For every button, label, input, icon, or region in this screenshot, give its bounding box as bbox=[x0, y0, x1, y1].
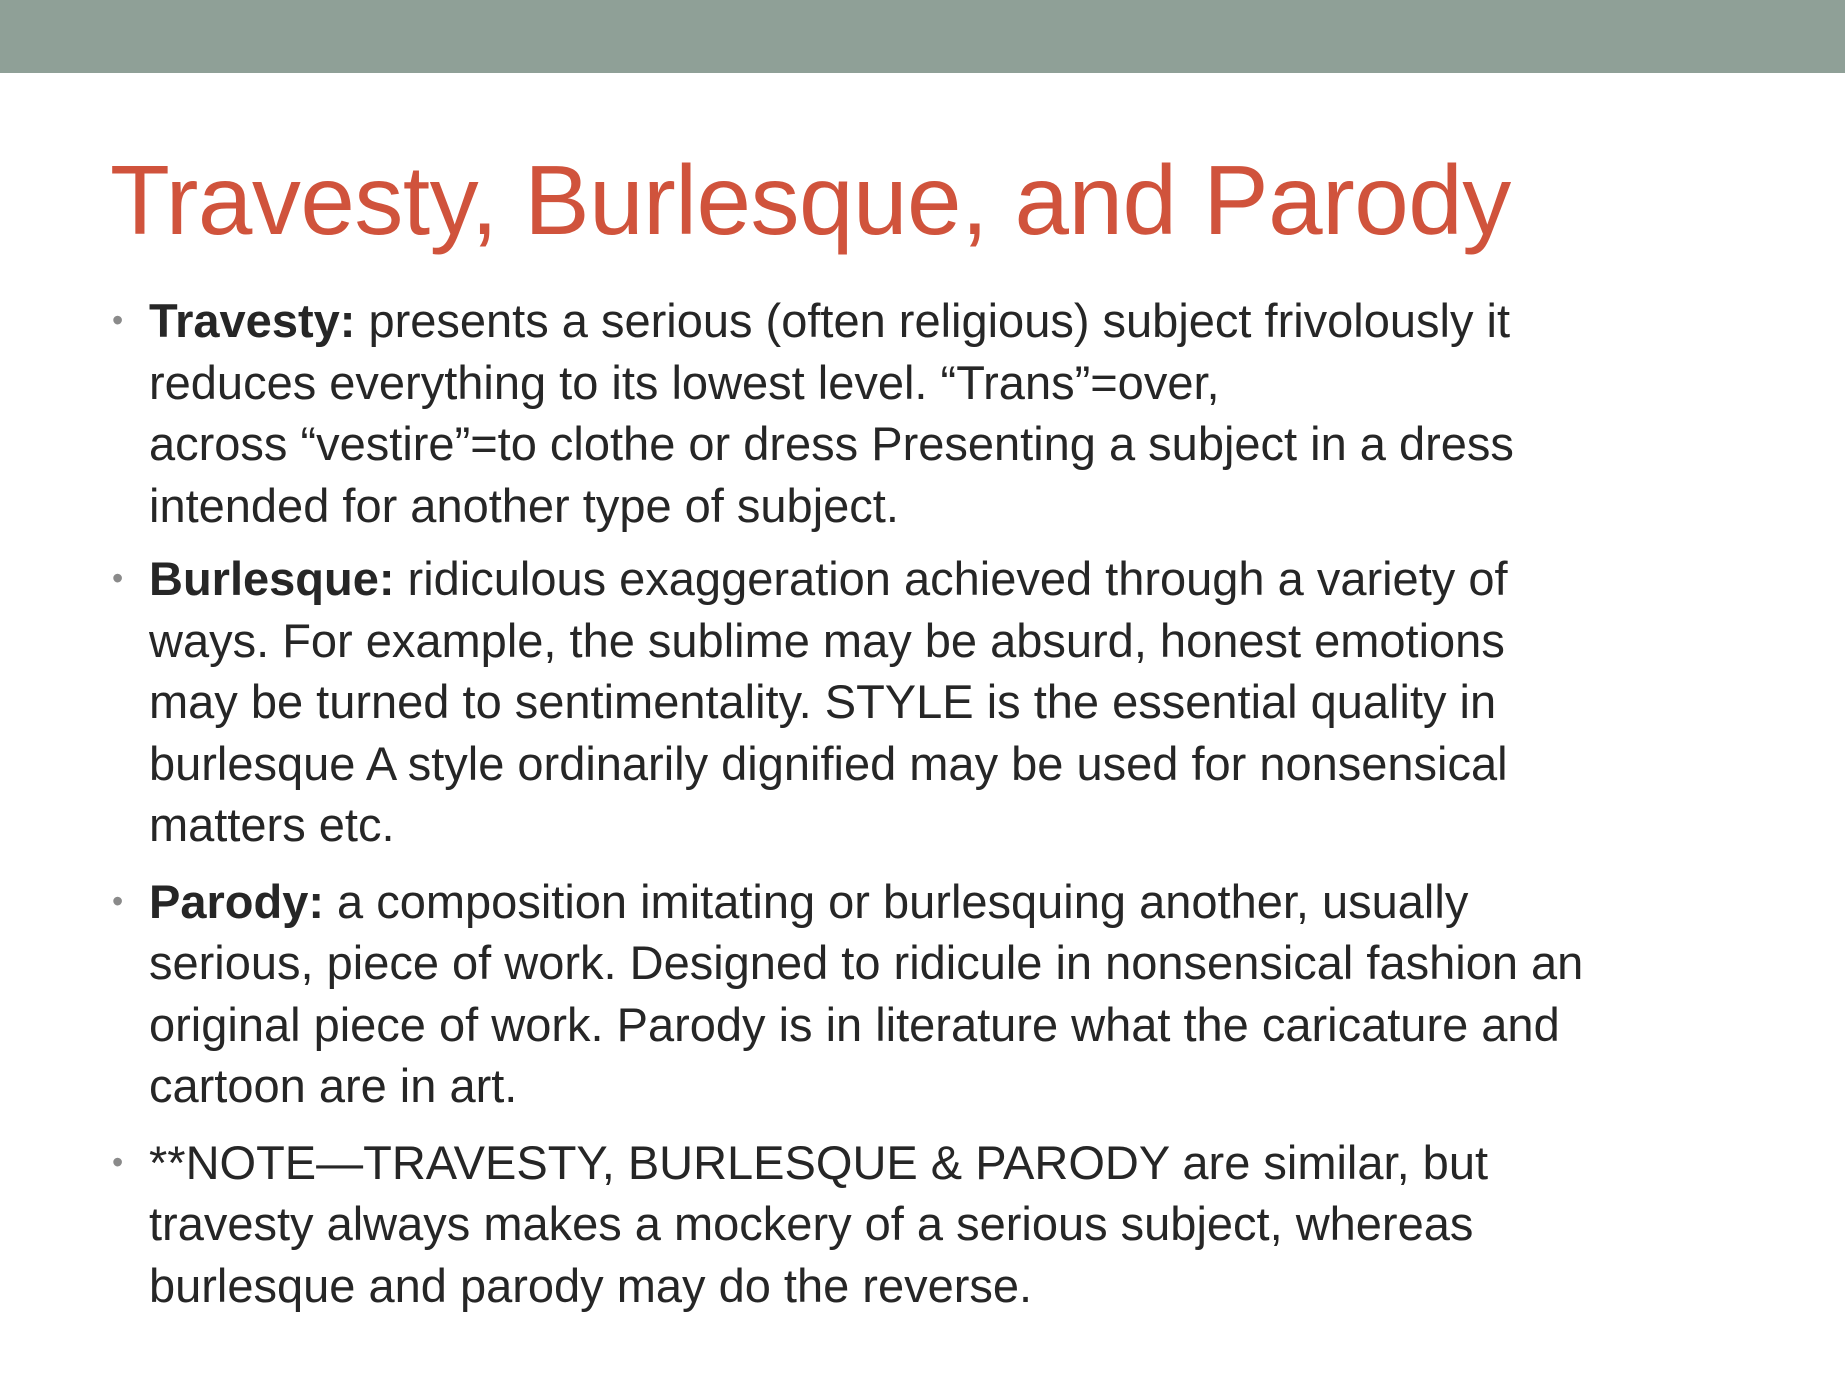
bullet-line: ways. For example, the sublime may be absurd, honest emotions bbox=[149, 613, 1505, 667]
bullet-dot-icon: • bbox=[112, 882, 124, 919]
bullet-term: Burlesque: bbox=[149, 552, 395, 605]
bullet-text: presents a serious (often religious) subject frivolously it bbox=[355, 294, 1511, 347]
bullet-line: cartoon are in art. bbox=[149, 1059, 518, 1112]
bullet-line: across “vestire”=to clothe or dress Presenting a subject in a dress bbox=[149, 417, 1514, 470]
bullet-line: burlesque and parody may do the reverse. bbox=[149, 1258, 1033, 1312]
bullet-line bbox=[149, 290, 1812, 352]
bullet-term: Parody: bbox=[149, 874, 324, 928]
bullet-text: ridiculous exaggeration achieved through a variety of bbox=[394, 552, 1508, 605]
bullet-text: a composition imitating or burlesquing another, usually bbox=[324, 874, 1469, 928]
bullet-parody bbox=[112, 871, 1812, 1117]
bullet-dot-icon: • bbox=[112, 302, 124, 338]
bullet-line: original piece of work. Parody is in literature what the caricature and bbox=[149, 997, 1560, 1051]
bullet-line: matters etc. bbox=[149, 798, 395, 851]
bullet-line: burlesque A style ordinarily dignified may be used for nonsensical bbox=[149, 736, 1508, 790]
bullet-line: serious, piece of work. Designed to ridicule in nonsensical fashion an bbox=[149, 936, 1584, 989]
bullet-dot-icon: • bbox=[112, 1143, 124, 1180]
bullet-travesty bbox=[112, 290, 1812, 536]
bullet-burlesque bbox=[112, 548, 1812, 856]
bullet-line: intended for another type of subject. bbox=[149, 478, 899, 532]
slide-title: Travesty, Burlesque, and Parody bbox=[110, 145, 1511, 255]
bullet-note bbox=[112, 1132, 1812, 1317]
bullet-line: may be turned to sentimentality. STYLE is the essential quality in bbox=[149, 675, 1497, 728]
top-accent-band bbox=[0, 0, 1845, 73]
bullet-line: **NOTE—TRAVESTY, BURLESQUE & PARODY are similar, but bbox=[149, 1135, 1489, 1189]
bullet-line: reduces everything to its lowest level. “Trans”=over, bbox=[149, 355, 1220, 409]
bullet-list bbox=[112, 290, 1812, 1328]
bullet-term: Travesty: bbox=[149, 294, 356, 347]
bullet-line bbox=[149, 548, 1812, 610]
bullet-dot-icon: • bbox=[112, 560, 124, 596]
bullet-line bbox=[149, 871, 1812, 933]
bullet-line: travesty always makes a mockery of a serious subject, whereas bbox=[149, 1197, 1474, 1250]
